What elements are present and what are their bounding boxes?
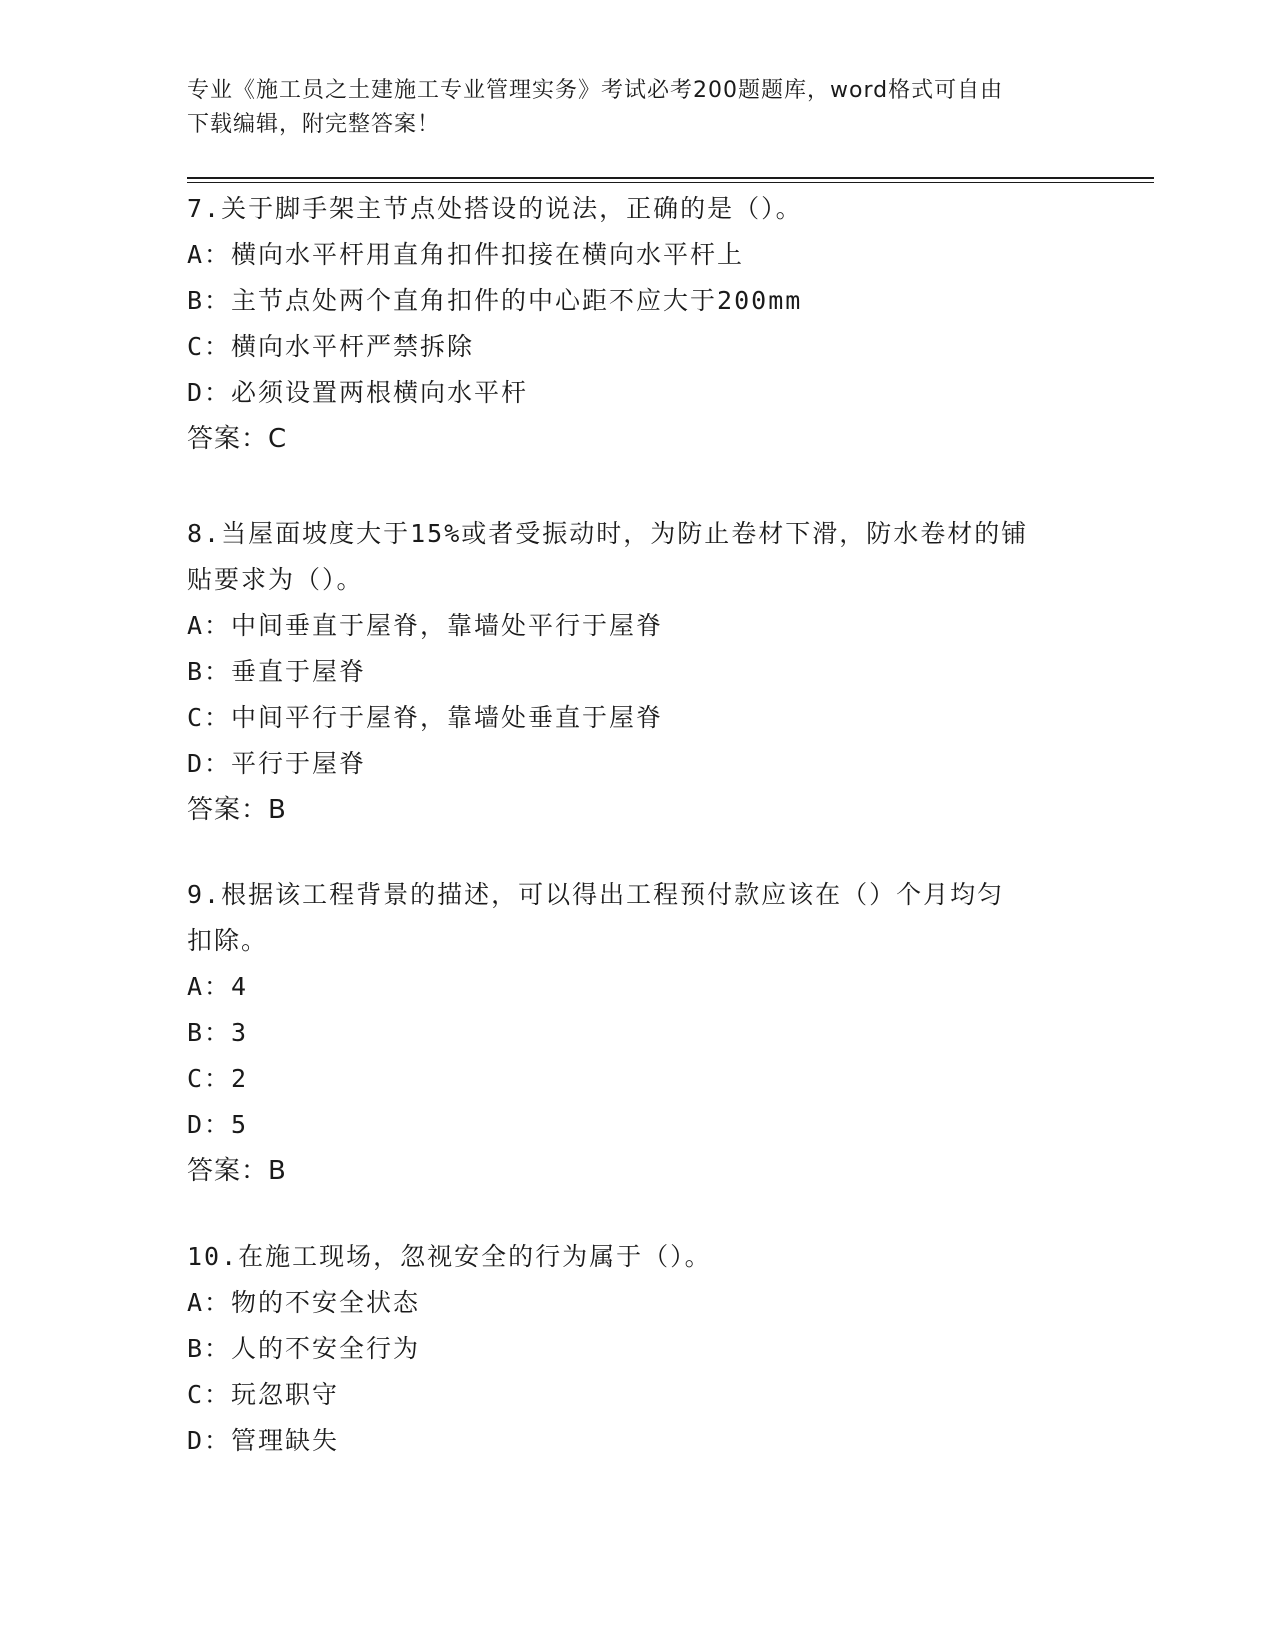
question-9	[187, 872, 1107, 1194]
option-b: B：垂直于屋脊	[187, 657, 367, 686]
question-stem: 9.根据该工程背景的描述，可以得出工程预付款应该在（）个月均匀	[187, 880, 1005, 909]
option-a: A：物的不安全状态	[187, 1288, 421, 1317]
option-a: A：横向水平杆用直角扣件扣接在横向水平杆上	[187, 240, 745, 269]
option-d: D：管理缺失	[187, 1426, 340, 1455]
document-header	[187, 74, 1087, 142]
option-c: C：玩忽职守	[187, 1380, 340, 1409]
answer: 答案：B	[187, 1156, 287, 1186]
answer: 答案：C	[187, 424, 288, 454]
question-stem-cont: 贴要求为（）。	[187, 565, 364, 594]
option-c: C：横向水平杆严禁拆除	[187, 332, 475, 361]
question-stem: 7.关于脚手架主节点处搭设的说法，正确的是（）。	[187, 194, 803, 223]
option-a: A：中间垂直于屋脊，靠墙处平行于屋脊	[187, 611, 664, 640]
header-line-2: 下载编辑，附完整答案！	[187, 112, 441, 137]
option-d: D：5	[187, 1110, 249, 1139]
question-stem: 10.在施工现场，忽视安全的行为属于（）。	[187, 1242, 712, 1271]
header-divider-thin	[187, 182, 1154, 183]
option-d: D：平行于屋脊	[187, 749, 367, 778]
header-line-1: 专业《施工员之土建施工专业管理实务》考试必考200题题库，word格式可自由	[187, 78, 1004, 103]
option-b: B：人的不安全行为	[187, 1334, 421, 1363]
option-b: B：3	[187, 1018, 249, 1047]
answer: 答案：B	[187, 795, 287, 825]
option-c: C：2	[187, 1064, 249, 1093]
question-7	[187, 186, 1107, 462]
question-stem-cont: 扣除。	[187, 926, 269, 955]
question-8	[187, 511, 1107, 833]
option-d: D：必须设置两根横向水平杆	[187, 378, 529, 407]
question-10	[187, 1234, 1107, 1464]
option-c: C：中间平行于屋脊，靠墙处垂直于屋脊	[187, 703, 664, 732]
option-a: A：4	[187, 972, 249, 1001]
question-stem: 8.当屋面坡度大于15%或者受振动时，为防止卷材下滑，防水卷材的铺	[187, 519, 1029, 548]
option-b: B：主节点处两个直角扣件的中心距不应大于200mm	[187, 286, 803, 315]
header-divider-thick	[187, 177, 1154, 179]
